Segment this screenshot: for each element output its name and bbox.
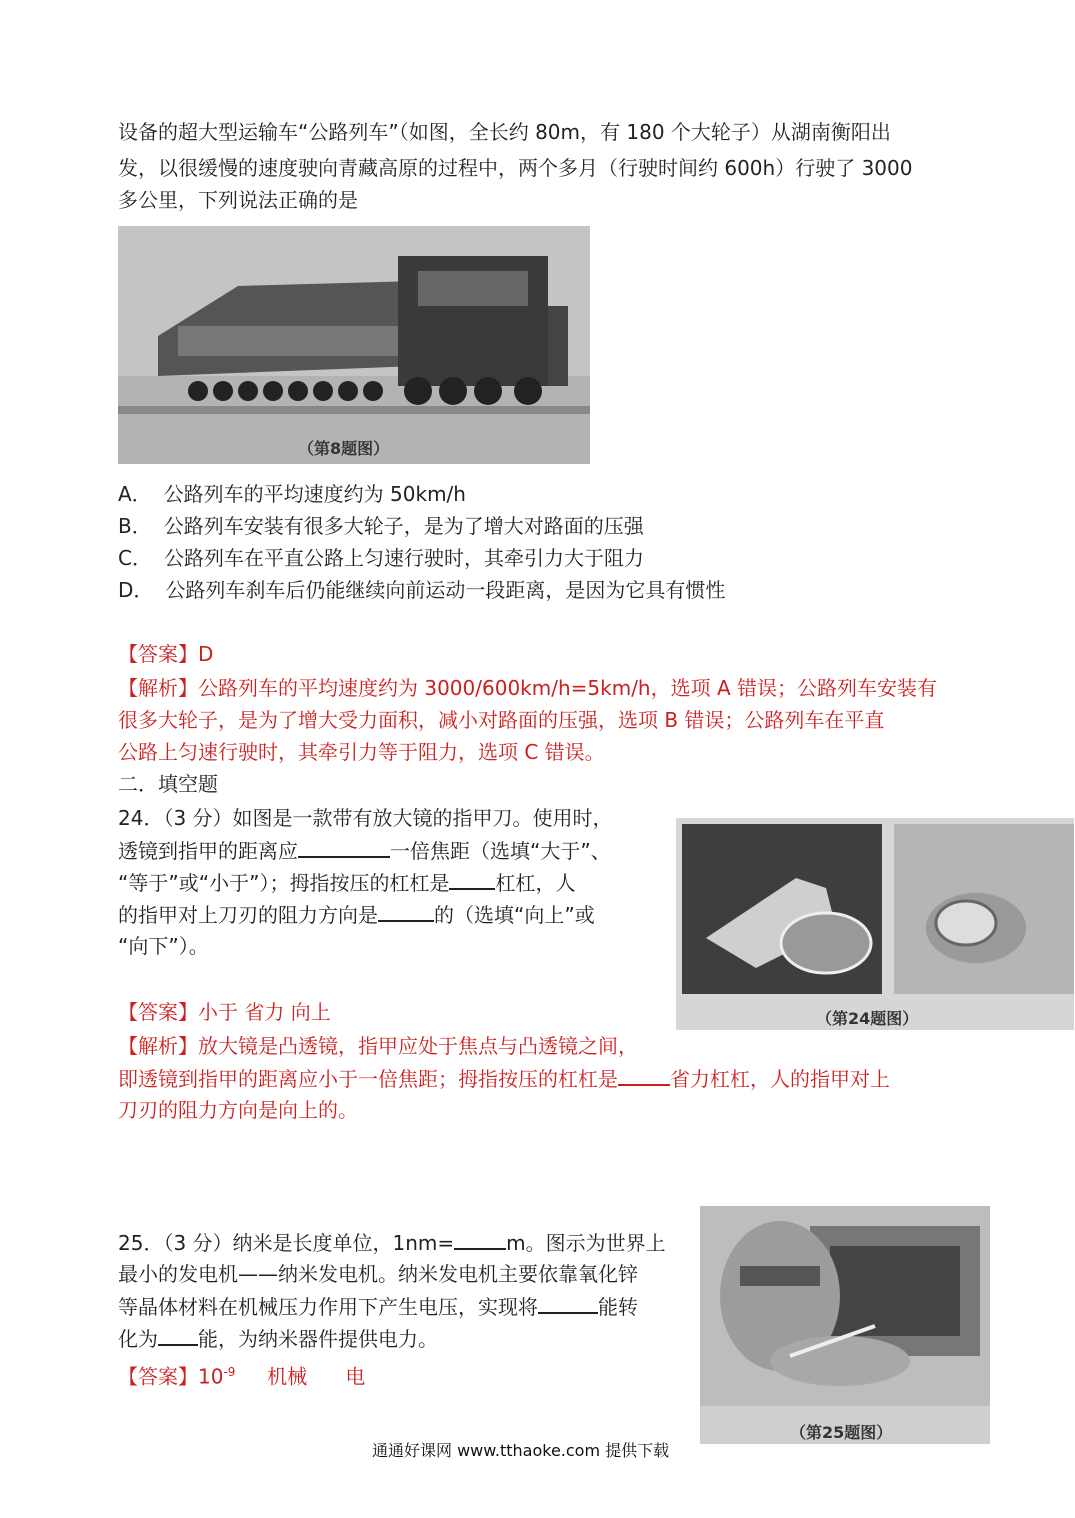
q8-option-b <box>118 510 644 542</box>
q25-figure-caption: （第25题图） <box>790 1423 893 1442</box>
page-footer: 通通好课网 www.tthaoke.com 提供下载 <box>372 1441 670 1460</box>
nail-clipper-photo <box>676 818 1074 1030</box>
section-heading: 二．填空题 <box>118 772 218 796</box>
q8-stem-line-1: 设备的超大型运输车“公路列车”（如图，全长约 80m，有 180 个大轮子）从湖南衡阳出 <box>118 120 891 144</box>
q8-option-a-letter: A． <box>118 482 152 506</box>
q25-answer-a: 【答案】10 <box>118 1364 224 1389</box>
q24-line-4 <box>118 898 595 931</box>
q24-line-1: 24．（3 分）如图是一款带有放大镜的指甲刀。使用时， <box>118 806 613 830</box>
q8-analysis-line-3: 公路上匀速行驶时，其牵引力等于阻力，选项 C 错误。 <box>118 740 605 764</box>
q24-blank-3 <box>378 898 434 922</box>
q8-option-b-text: 公路列车安装有很多大轮子，是为了增大对路面的压强 <box>163 514 644 538</box>
q8-option-d <box>118 574 725 606</box>
nail-clipper-illustration <box>676 818 1074 1030</box>
q25-line-1b: m。图示为世界上 <box>506 1231 666 1255</box>
q24-line-5: “向下”）。 <box>118 934 209 958</box>
q8-analysis-line-1: 【解析】公路列车的平均速度约为 3000/600km/h=5km/h，选项 A 错误；公路列车安装有 <box>118 676 938 700</box>
q25-line-3b: 能转 <box>598 1295 638 1319</box>
q24-analysis-line-1: 【解析】放大镜是凸透镜，指甲应处于焦点与凸透镜之间， <box>118 1034 638 1058</box>
q24-line-4b: 的（选填“向上”或 <box>434 903 595 927</box>
q24-line-2 <box>118 834 611 867</box>
q25-blank-1 <box>454 1226 506 1250</box>
q8-option-d-letter: D． <box>118 578 154 602</box>
q8-option-b-letter: B． <box>118 514 152 538</box>
q25-answer <box>118 1356 365 1393</box>
q24-line-3 <box>118 866 575 899</box>
q8-figure-caption: （第8题图） <box>298 439 390 458</box>
q25-line-3 <box>118 1290 638 1323</box>
q25-line-1 <box>118 1226 666 1259</box>
q24-line-4a: 的指甲对上刀刃的阻力方向是 <box>118 903 378 927</box>
q25-line-4 <box>118 1322 438 1355</box>
q8-option-a-text: 公路列车的平均速度约为 50km/h <box>163 482 466 506</box>
nanogenerator-photo <box>700 1206 990 1444</box>
q24-line-2a: 透镜到指甲的距离应 <box>118 839 298 863</box>
q8-option-d-text: 公路列车刹车后仍能继续向前运动一段距离，是因为它具有惯性 <box>165 578 726 602</box>
q8-option-c-text: 公路列车在平直公路上匀速行驶时，其牵引力大于阻力 <box>163 546 644 570</box>
q8-option-a <box>118 478 466 510</box>
q24-line-2b: 一倍焦距（选填“大于”、 <box>390 839 611 863</box>
truck-illustration <box>118 226 590 464</box>
q24-line-3a: “等于”或“小于”）；拇指按压的杠杠是 <box>118 871 450 895</box>
q24-blank-2 <box>449 866 495 890</box>
q24-blank-1 <box>298 834 390 858</box>
q25-line-2: 最小的发电机——纳米发电机。纳米发电机主要依靠氧化锌 <box>118 1262 638 1286</box>
q8-option-c-letter: C． <box>118 546 152 570</box>
q24-answer: 【答案】小于 省力 向上 <box>118 1000 331 1024</box>
q25-answer-exponent: -9 <box>223 1365 236 1379</box>
q8-analysis-line-2: 很多大轮子，是为了增大受力面积，减小对路面的压强，选项 B 错误；公路列车在平直 <box>118 708 885 732</box>
q8-option-c <box>118 542 644 574</box>
q25-line-4a: 化为 <box>118 1327 158 1351</box>
q25-blank-2 <box>538 1290 598 1314</box>
q24-analysis-blank <box>618 1062 670 1086</box>
q24-analysis-line-3: 刀刃的阻力方向是向上的。 <box>118 1098 358 1122</box>
q24-line-3b: 杠杠，人 <box>495 871 576 895</box>
q25-line-1a: 25．（3 分）纳米是长度单位，1nm= <box>118 1231 455 1255</box>
truck-photo <box>118 226 590 464</box>
q25-line-3a: 等晶体材料在机械压力作用下产生电压，实现将 <box>118 1295 538 1319</box>
nanogenerator-illustration <box>700 1206 990 1444</box>
q8-answer: 【答案】D <box>118 642 214 666</box>
q25-answer-b: 机械 电 <box>235 1364 366 1389</box>
q24-analysis-line-2a: 即透镜到指甲的距离应小于一倍焦距；拇指按压的杠杠是 <box>118 1067 618 1091</box>
q8-stem-line-3: 多公里，下列说法正确的是 <box>118 188 358 212</box>
q25-blank-3 <box>158 1322 198 1346</box>
q25-line-4b: 能，为纳米器件提供电力。 <box>198 1327 438 1351</box>
q24-figure-caption: （第24题图） <box>816 1009 919 1028</box>
q8-stem-line-2: 发，以很缓慢的速度驶向青藏高原的过程中，两个多月（行驶时间约 600h）行驶了 3000 <box>118 156 913 180</box>
q24-analysis-line-2 <box>118 1062 890 1095</box>
q24-analysis-line-2b: 省力杠杠，人的指甲对上 <box>670 1067 890 1091</box>
